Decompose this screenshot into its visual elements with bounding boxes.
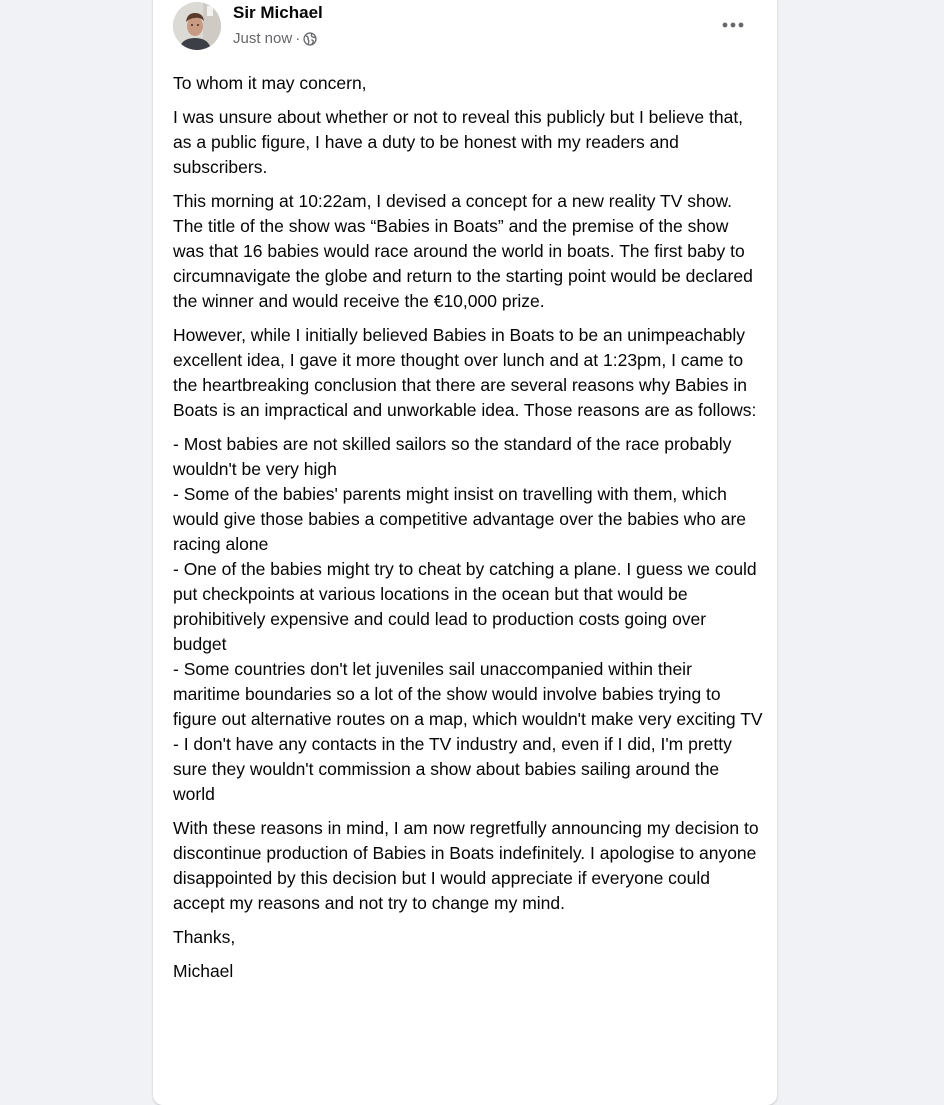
reasons-list	[173, 432, 763, 807]
globe-icon[interactable]	[303, 32, 317, 46]
post-paragraph: With these reasons in mind, I am now regretfully announcing my decision to discontinue production of Babies in Boats indefinitely. I apologise to anyone disappointed by this decision but I would appreciate if everyone could accept my reasons and not try to change my mind.	[173, 818, 759, 913]
avatar[interactable]	[173, 2, 221, 50]
post-timestamp[interactable]: Just now	[233, 30, 293, 47]
reason-item: - One of the babies might try to cheat by catching a plane. I guess we could put checkpoints at various locations in the ocean but that would be prohibitively expensive and could lead to production costs going over budget	[173, 559, 757, 654]
post-body	[173, 71, 763, 993]
post-card	[153, 0, 777, 1105]
post-paragraph: However, while I initially believed Babies in Boats to be an unimpeachably excellent idea, I gave it more thought over lunch and at 1:23pm, I came to the heartbreaking conclusion that there are several reasons why Babies in Boats is an impractical and unworkable idea. Those reasons are as follows:	[173, 325, 757, 420]
post-header	[153, 0, 777, 60]
greeting: To whom it may concern,	[173, 73, 367, 93]
more-options-icon	[722, 22, 744, 28]
avatar-photo	[173, 2, 221, 50]
signature: Michael	[173, 961, 234, 981]
more-options-button[interactable]	[715, 12, 751, 38]
reason-item: - Some countries don't let juveniles sail unaccompanied within their maritime boundaries so a lot of the show would involve babies trying to figure out alternative routes on a map, which wouldn't make very exciting TV	[173, 659, 763, 729]
reason-item: - Some of the babies' parents might insist on travelling with them, which would give those babies a competitive advantage over the babies who are racing alone	[173, 484, 747, 554]
meta-separator: ·	[295, 30, 301, 47]
reason-item: - Most babies are not skilled sailors so the standard of the race probably wouldn't be very high	[173, 434, 732, 479]
post-paragraph: This morning at 10:22am, I devised a concept for a new reality TV show. The title of the show was “Babies in Boats” and the premise of the show was that 16 babies would race around the world in boats. The first baby to circumnavigate the globe and return to the starting point would be declared the winner and would receive the €10,000 prize.	[173, 191, 753, 311]
signoff: Thanks,	[173, 927, 236, 947]
author-name[interactable]: Sir Michael	[233, 3, 323, 22]
reason-item: - I don't have any contacts in the TV industry and, even if I did, I'm pretty sure they wouldn't commission a show about babies sailing around the world	[173, 734, 732, 804]
post-paragraph: I was unsure about whether or not to reveal this publicly but I believe that, as a public figure, I have a duty to be honest with my readers and subscribers.	[173, 107, 744, 177]
post-meta	[233, 30, 317, 47]
